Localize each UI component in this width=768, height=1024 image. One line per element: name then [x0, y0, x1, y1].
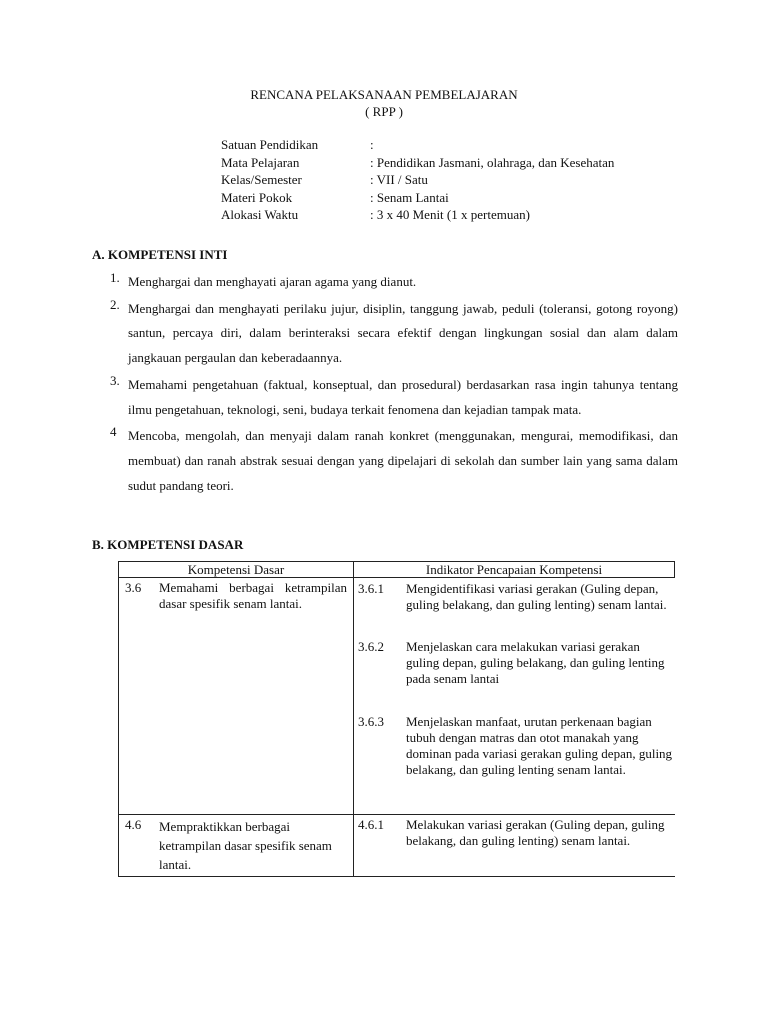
list-item-text: Mencoba, mengolah, dan menyaji dalam ranah konkret (menggunakan, mengurai, memodifikasi, dan membuat) dan ranah abstrak sesuai dengan yang dipelajari di sekolah dan sumber lain yang sama dalam sudut pandang teori. — [128, 428, 678, 493]
list-item — [110, 424, 678, 498]
kd-text: Mempraktikkan berbagai ketrampilan dasar spesifik senam lantai. — [159, 819, 332, 872]
list-item-number: 1. — [110, 270, 120, 285]
table-row — [119, 815, 675, 877]
identity-value: : 3 x 40 Menit (1 x pertemuan) — [370, 207, 530, 222]
identity-label: Alokasi Waktu — [221, 207, 299, 222]
indicator-number: 3.6.1 — [358, 581, 384, 596]
indicator-cell — [354, 578, 675, 815]
list-item — [110, 373, 678, 422]
kompetensi-inti-list — [110, 270, 678, 500]
section-a-heading: A. KOMPETENSI INTI — [92, 247, 228, 262]
indicator-text: Menjelaskan manfaat, urutan perkenaan bagian tubuh dengan matras dan otot manakah yang dominan pada variasi gerakan guling depan, guling belakang, dan guling lenting senam lantai. — [406, 714, 673, 777]
column-header-kd: Kompetensi Dasar — [119, 562, 354, 578]
table-header-row — [119, 562, 675, 578]
list-item-text: Menghargai dan menghayati perilaku jujur, disiplin, tanggung jawab, peduli (toleransi, gotong royong) santun, percaya diri, dalam berinteraksi secara efektif dengan lingkungan sosial dan alam dalam jangkauan pergaulan dan keberadaannya. — [128, 300, 678, 366]
section-b-heading: B. KOMPETENSI DASAR — [92, 537, 244, 552]
document-title: RENCANA PELAKSANAAN PEMBELAJARAN — [250, 87, 518, 102]
kompetensi-dasar-table — [118, 561, 675, 877]
indicator-number: 4.6.1 — [358, 817, 384, 832]
list-item-text: Memahami pengetahuan (faktual, konseptual, dan prosedural) berdasarkan rasa ingin tahunya tentang ilmu pengetahuan, teknologi, seni, budaya terkait fenomena dan kejadian tampak mata. — [128, 376, 678, 417]
identity-row — [221, 171, 614, 189]
identity-value: : Pendidikan Jasmani, olahraga, dan Kesehatan — [370, 154, 615, 170]
identity-label: Kelas/Semester — [221, 172, 302, 187]
kd-text: Memahami berbagai ketrampilan dasar spesifik senam lantai. — [159, 580, 347, 611]
identity-row — [221, 189, 614, 207]
kd-cell — [119, 578, 354, 815]
indicator-text: Menjelaskan cara melakukan variasi gerakan guling depan, guling belakang, dan guling lenting pada senam lantai — [406, 639, 665, 686]
indicator-item — [358, 817, 675, 849]
identity-block — [221, 136, 614, 224]
list-item — [110, 270, 678, 295]
list-item — [110, 297, 678, 371]
identity-row — [221, 136, 614, 154]
identity-value: : VII / Satu — [370, 172, 428, 187]
identity-row — [221, 206, 614, 224]
indicator-number: 3.6.2 — [358, 639, 384, 654]
list-item-number: 2. — [110, 296, 120, 312]
list-item-number: 4 — [110, 424, 117, 440]
table-row — [119, 578, 675, 815]
indicator-text: Mengidentifikasi variasi gerakan (Guling depan, guling belakang, dan guling lenting) senam lantai. — [406, 581, 667, 612]
column-header-indicator: Indikator Pencapaian Kompetensi — [354, 562, 675, 578]
document-subtitle: ( RPP ) — [365, 104, 403, 119]
list-item-number: 3. — [110, 372, 120, 388]
indicator-item — [358, 639, 675, 687]
kd-number: 4.6 — [125, 817, 142, 832]
identity-value: : — [370, 137, 374, 152]
indicator-cell — [354, 815, 675, 877]
indicator-item — [358, 714, 675, 778]
identity-value: : Senam Lantai — [370, 189, 449, 205]
kd-cell — [119, 815, 354, 877]
identity-label: Satuan Pendidikan — [221, 137, 319, 152]
indicator-number: 3.6.3 — [358, 714, 384, 729]
list-item-text: Menghargai dan menghayati ajaran agama yang dianut. — [128, 274, 417, 289]
indicator-item — [358, 581, 675, 613]
indicator-text: Melakukan variasi gerakan (Guling depan, guling belakang, dan guling lenting) senam lantai. — [406, 817, 665, 848]
identity-row — [221, 154, 614, 172]
identity-label: Mata Pelajaran — [221, 154, 300, 170]
kd-number: 3.6 — [125, 580, 142, 595]
identity-label: Materi Pokok — [221, 189, 293, 205]
